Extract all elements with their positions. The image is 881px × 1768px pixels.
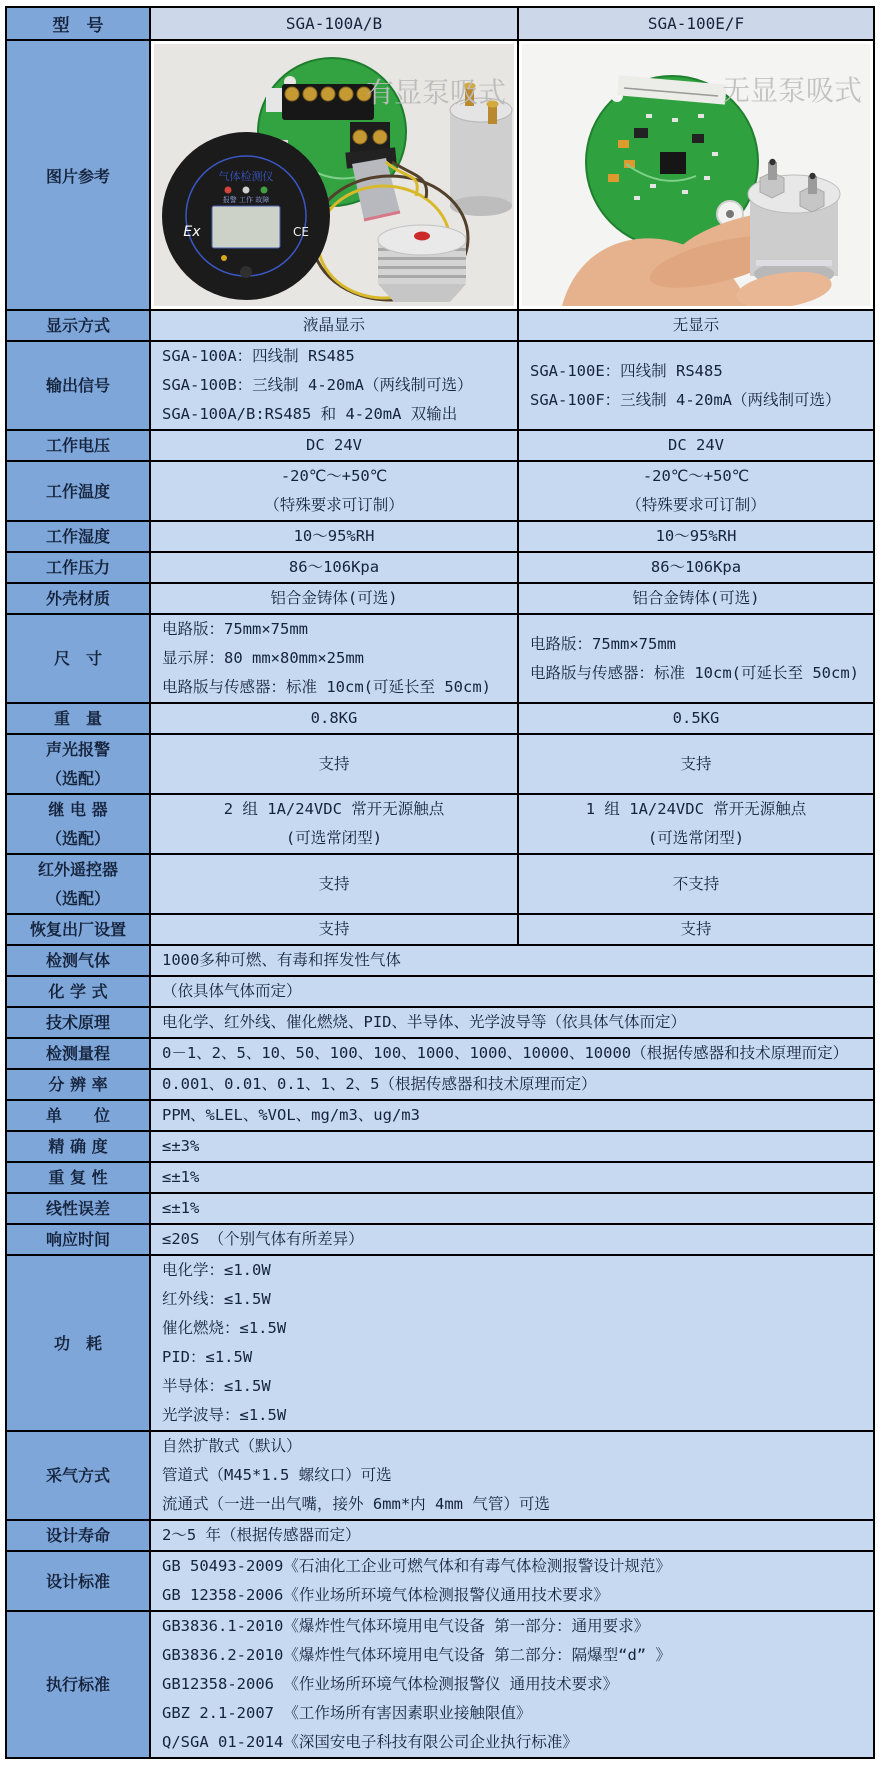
spec-row-ir-remote: [7, 853, 873, 913]
row-label-gas-detected: [7, 946, 151, 975]
spec-row-gas-detected: [7, 944, 873, 975]
watermark-left: 有显泵吸式: [365, 76, 506, 109]
model-ab-text: SGA-100A/B: [285, 14, 383, 33]
value-ab-humidity: [151, 522, 519, 551]
cell-line: Q/SGA 01-2014《深国安电子科技有限公司企业执行标准》: [162, 1733, 578, 1751]
spec-row-exec-standard: [7, 1610, 873, 1757]
row-label-linearity: [7, 1194, 151, 1223]
value-ab-voltage: [151, 431, 519, 460]
cell-line: 电路版：75mm×75mm: [530, 634, 676, 653]
row-label-unit: [7, 1101, 151, 1130]
row-label-exec-standard: [7, 1612, 151, 1757]
row-label-temperature: [7, 462, 151, 520]
value-ef-display: [519, 311, 873, 340]
spec-row-lifespan: [7, 1519, 873, 1550]
value-ab-pressure: [151, 553, 519, 582]
cell-line: 恢复出厂设置: [29, 920, 126, 939]
value-ef-relay: [519, 795, 873, 853]
header-model-label: 型 号: [7, 8, 151, 39]
cell-line: 精 确 度: [48, 1137, 108, 1156]
cell-line: 工作电压: [45, 436, 110, 455]
spec-row-design-standard: [7, 1550, 873, 1610]
cell-line: GB3836.1-2010《爆炸性气体环境用电气设备 第一部分：通用要求》: [162, 1617, 650, 1635]
cell-line: (可选常闭型): [647, 829, 745, 847]
cell-line: 支持: [318, 754, 350, 773]
header-model-ab: [151, 8, 519, 39]
row-label-range: [7, 1039, 151, 1068]
value-ab-display: [151, 311, 519, 340]
cell-line: -20℃～+50℃: [280, 467, 388, 485]
cell-line: PID：≤1.5W: [162, 1348, 253, 1366]
watermark-right: 无显泵吸式: [721, 74, 862, 107]
row-label-principle: [7, 1008, 151, 1037]
value-ef-voltage: [519, 431, 873, 460]
row-label-resolution: [7, 1070, 151, 1099]
spec-row-repeatability: [7, 1161, 873, 1192]
header-model-ef: [519, 8, 873, 39]
cell-line: 支持: [318, 874, 350, 893]
cell-line: 铝合金铸体(可选): [632, 589, 760, 607]
value-ab-ir-remote: [151, 855, 519, 913]
cell-line: 单 位: [45, 1106, 110, 1125]
value-ab-output-signal: [151, 342, 519, 429]
value-ef-factory-reset: [519, 915, 873, 944]
detector-title-text: 气体检测仪: [218, 170, 274, 183]
detector-ce-mark: CE: [293, 225, 309, 239]
cell-line: 检测气体: [45, 951, 110, 970]
cell-line: GB 12358-2006《作业场所环境气体检测报警仪通用技术要求》: [162, 1586, 609, 1604]
cell-line: 化 学 式: [48, 982, 108, 1001]
cell-line: SGA-100E：四线制 RS485: [530, 361, 723, 380]
cell-line: 0.001、0.01、0.1、1、2、5（根据传感器和技术原理而定）: [162, 1075, 597, 1093]
cell-line: 继 电 器: [48, 800, 108, 819]
cell-line: -20℃～+50℃: [642, 467, 750, 485]
cell-line: GB 50493-2009《石油化工企业可燃气体和有毒气体检测报警设计规范》: [162, 1557, 671, 1575]
spec-row-relay: [7, 793, 873, 853]
cell-line: 工作温度: [45, 481, 110, 501]
value-ab-temperature: [151, 462, 519, 520]
cell-line: 检测量程: [45, 1044, 110, 1063]
spec-row-display: [7, 309, 873, 340]
cell-line: ≤±3%: [162, 1137, 200, 1155]
cell-line: 催化燃烧：≤1.5W: [162, 1319, 287, 1337]
spec-row-resolution: [7, 1068, 873, 1099]
cell-line: ≤20S （个别气体有所差异）: [162, 1230, 364, 1248]
value-span-gas-detected: [151, 946, 873, 975]
cell-line: GB3836.2-2010《爆炸性气体环境用电气设备 第二部分：隔爆型“d” 》: [162, 1646, 671, 1664]
product-spec-table: [5, 6, 875, 1759]
cell-line: （选配）: [45, 889, 110, 908]
spec-row-voltage: [7, 429, 873, 460]
cell-line: 无显示: [672, 316, 720, 334]
value-span-resolution: [151, 1070, 873, 1099]
row-label-repeatability: [7, 1163, 151, 1192]
cell-line: 输出信号: [45, 376, 110, 395]
detector-led-labels: 报警 工作 故障: [222, 196, 270, 204]
row-label-lifespan: [7, 1521, 151, 1550]
spec-rows-container: [7, 309, 873, 1757]
cell-line: 电路版与传感器：标准 10cm(可延长至 50cm): [530, 663, 859, 682]
value-ef-output-signal: [519, 342, 873, 429]
value-span-lifespan: [151, 1521, 873, 1550]
spec-row-pressure: [7, 551, 873, 582]
product-photo-ab: [151, 41, 519, 309]
value-span-repeatability: [151, 1163, 873, 1192]
spec-row-response-time: [7, 1223, 873, 1254]
cell-line: 自然扩散式（默认）: [162, 1437, 302, 1455]
cell-line: SGA-100A/B:RS485 和 4-20mA 双输出: [162, 405, 458, 423]
cell-line: 1000多种可燃、有毒和挥发性气体: [162, 951, 401, 969]
row-label-size: [7, 615, 151, 702]
row-label-chemical-formula: [7, 977, 151, 1006]
cell-line: 流通式（一进一出气嘴，接外 6mm*内 4mm 气管）可选: [162, 1495, 550, 1513]
row-label-factory-reset: [7, 915, 151, 944]
photo-without-display-pump: [522, 44, 870, 306]
cell-line: 重 量: [53, 709, 102, 728]
value-ef-humidity: [519, 522, 873, 551]
cell-line: PPM、%LEL、%VOL、mg/m3、ug/m3: [162, 1106, 420, 1124]
value-ab-factory-reset: [151, 915, 519, 944]
cell-line: 红外遥控器: [37, 860, 118, 879]
cell-line: 86～106Kpa: [650, 558, 742, 576]
spec-row-unit: [7, 1099, 873, 1130]
spec-row-temperature: [7, 460, 873, 520]
row-label-accuracy: [7, 1132, 151, 1161]
value-ef-weight: [519, 704, 873, 733]
value-span-range: [151, 1039, 873, 1068]
row-label-humidity: [7, 522, 151, 551]
photo-row-label: 图片参考: [7, 41, 151, 309]
value-ef-size: [519, 615, 873, 702]
value-span-chemical-formula: [151, 977, 873, 1006]
spec-row-chemical-formula: [7, 975, 873, 1006]
value-span-design-standard: [151, 1552, 873, 1610]
cell-line: GBZ 2.1-2007 《工作场所有害因素职业接触限值》: [162, 1704, 532, 1722]
cell-line: 管道式（M45*1.5 螺纹口）可选: [162, 1466, 392, 1484]
cell-line: 声光报警: [45, 740, 110, 759]
cell-line: 0.8KG: [310, 709, 358, 727]
cell-line: （选配）: [45, 829, 110, 848]
cell-line: 10～95%RH: [655, 527, 737, 545]
value-ef-material: [519, 584, 873, 613]
cell-line: ≤±1%: [162, 1199, 200, 1217]
cell-line: （特殊要求可订制）: [626, 496, 766, 514]
cell-line: 电路版：75mm×75mm: [162, 620, 308, 638]
row-label-response-time: [7, 1225, 151, 1254]
row-label-design-standard: [7, 1552, 151, 1610]
cell-line: 外壳材质: [45, 589, 110, 608]
spec-row-humidity: [7, 520, 873, 551]
row-label-relay: [7, 795, 151, 853]
cell-line: 执行标准: [45, 1675, 110, 1694]
photo-reference-row: [7, 39, 873, 309]
value-span-exec-standard: [151, 1612, 873, 1757]
spec-row-linearity: [7, 1192, 873, 1223]
value-ef-temperature: [519, 462, 873, 520]
cell-line: (可选常闭型): [285, 829, 383, 847]
value-ef-pressure: [519, 553, 873, 582]
value-ab-weight: [151, 704, 519, 733]
cell-line: 半导体：≤1.5W: [162, 1377, 271, 1395]
cell-line: DC 24V: [668, 436, 724, 454]
row-label-output-signal: [7, 342, 151, 429]
value-span-linearity: [151, 1194, 873, 1223]
row-label-sound-light-alarm: [7, 735, 151, 793]
spec-row-weight: [7, 702, 873, 733]
value-span-principle: [151, 1008, 873, 1037]
cell-line: 2～5 年（根据传感器而定）: [162, 1526, 361, 1544]
cell-line: ≤±1%: [162, 1168, 200, 1186]
row-label-power: [7, 1256, 151, 1430]
spec-row-material: [7, 582, 873, 613]
spec-row-sampling: [7, 1430, 873, 1519]
row-label-ir-remote: [7, 855, 151, 913]
row-label-material: [7, 584, 151, 613]
cell-line: DC 24V: [306, 436, 362, 454]
spec-row-power: [7, 1254, 873, 1430]
value-ab-sound-light-alarm: [151, 735, 519, 793]
value-ef-sound-light-alarm: [519, 735, 873, 793]
cell-line: 设计寿命: [45, 1526, 110, 1545]
table-header-row: [7, 8, 873, 39]
cell-line: 86～106Kpa: [288, 558, 380, 576]
cell-line: 电路版与传感器：标准 10cm(可延长至 50cm): [162, 678, 491, 696]
cell-line: 10～95%RH: [293, 527, 375, 545]
value-span-sampling: [151, 1432, 873, 1519]
value-span-response-time: [151, 1225, 873, 1254]
spec-row-output-signal: [7, 340, 873, 429]
row-label-sampling: [7, 1432, 151, 1519]
cell-line: 电化学、红外线、催化燃烧、PID、半导体、光学波导等（依具体气体而定）: [162, 1013, 686, 1031]
cell-line: 不支持: [672, 874, 720, 893]
model-ef-text: SGA-100E/F: [647, 14, 745, 33]
value-span-unit: [151, 1101, 873, 1130]
cell-line: 尺 寸: [53, 649, 102, 668]
value-span-accuracy: [151, 1132, 873, 1161]
value-ab-material: [151, 584, 519, 613]
value-ef-ir-remote: [519, 855, 873, 913]
cell-line: 线性误差: [45, 1199, 110, 1218]
cell-line: 设计标准: [45, 1571, 110, 1591]
cell-line: （特殊要求可订制）: [264, 496, 404, 514]
cell-line: 1 组 1A/24VDC 常开无源触点: [585, 800, 807, 818]
cell-line: 0.5KG: [672, 709, 720, 727]
cell-line: 重 复 性: [48, 1168, 108, 1187]
cell-line: （选配）: [45, 769, 110, 788]
cell-line: 红外线：≤1.5W: [162, 1290, 271, 1308]
detector-ex-mark: Ex: [183, 224, 201, 240]
cell-line: 光学波导：≤1.5W: [162, 1406, 287, 1424]
cell-line: 0－1、2、5、10、50、100、100、1000、1000、10000、10000（根据传感器和技术原理而定）: [162, 1044, 849, 1062]
cell-line: 显示方式: [45, 316, 110, 335]
cell-line: GB12358-2006 《作业场所环境气体检测报警仪 通用技术要求》: [162, 1675, 619, 1693]
spec-row-accuracy: [7, 1130, 873, 1161]
value-span-power: [151, 1256, 873, 1430]
photo-with-display-pump: [154, 44, 514, 306]
row-label-display: [7, 311, 151, 340]
cell-line: （依具体气体而定）: [162, 982, 302, 1000]
cell-line: 液晶显示: [302, 316, 365, 334]
cell-line: 工作压力: [45, 558, 110, 577]
cell-line: SGA-100F：三线制 4-20mA（两线制可选）: [530, 390, 841, 409]
cell-line: 2 组 1A/24VDC 常开无源触点: [223, 800, 445, 818]
cell-line: 采气方式: [45, 1466, 110, 1485]
cell-line: 功 耗: [53, 1333, 102, 1353]
spec-row-size: [7, 613, 873, 702]
value-ab-size: [151, 615, 519, 702]
cell-line: SGA-100A：四线制 RS485: [162, 347, 355, 365]
row-label-voltage: [7, 431, 151, 460]
spec-row-factory-reset: [7, 913, 873, 944]
cell-line: 工作湿度: [45, 527, 110, 546]
cell-line: 铝合金铸体(可选): [270, 589, 398, 607]
cell-line: 技术原理: [45, 1013, 110, 1032]
cell-line: 分 辨 率: [48, 1075, 108, 1094]
spec-row-sound-light-alarm: [7, 733, 873, 793]
cell-line: 电化学：≤1.0W: [162, 1261, 271, 1279]
row-label-weight: [7, 704, 151, 733]
value-ab-relay: [151, 795, 519, 853]
cell-line: 支持: [318, 920, 350, 938]
row-label-pressure: [7, 553, 151, 582]
product-photo-ef: [519, 41, 873, 309]
cell-line: 显示屏：80 mm×80mm×25mm: [162, 649, 364, 667]
cell-line: SGA-100B：三线制 4-20mA（两线制可选）: [162, 376, 473, 394]
spec-row-range: [7, 1037, 873, 1068]
cell-line: 响应时间: [45, 1230, 110, 1249]
cell-line: 支持: [680, 754, 712, 773]
spec-row-principle: [7, 1006, 873, 1037]
cell-line: 支持: [680, 920, 712, 938]
